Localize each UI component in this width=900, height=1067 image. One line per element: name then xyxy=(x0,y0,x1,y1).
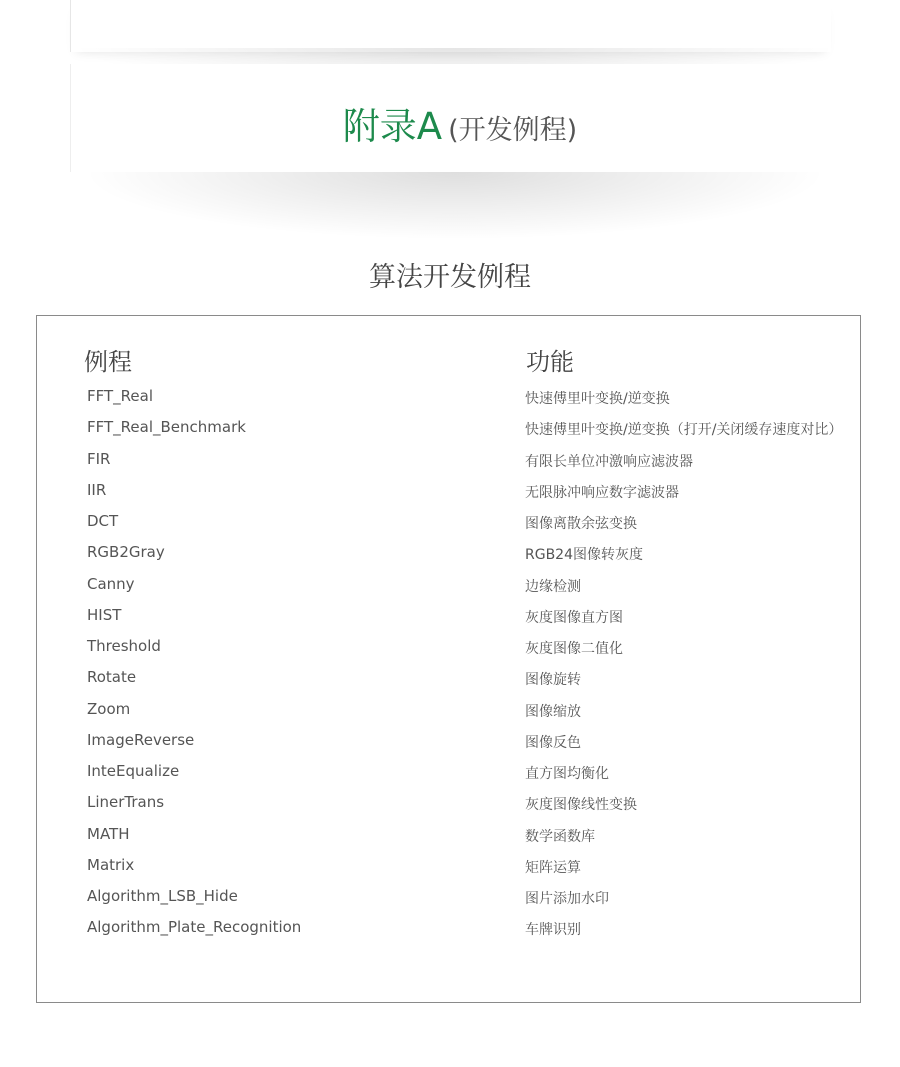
table-row xyxy=(0,759,900,790)
appendix-title xyxy=(0,96,900,150)
column-header-routine: 例程 xyxy=(84,348,132,376)
routine-function: 车牌识别 xyxy=(525,922,581,939)
routine-function: 快速傅里叶变换/逆变换 xyxy=(525,391,670,407)
table-row xyxy=(0,415,900,446)
routine-name: FFT_Real_Benchmark xyxy=(87,418,246,437)
table-row xyxy=(0,822,900,853)
routine-name: FIR xyxy=(87,449,111,468)
table-row xyxy=(0,540,900,571)
table-row xyxy=(0,447,900,478)
routine-function: 数学函数库 xyxy=(525,828,595,845)
routine-name: Algorithm_Plate_Recognition xyxy=(87,918,302,937)
routine-name: Rotate xyxy=(87,668,137,687)
routine-name: Canny xyxy=(87,574,135,593)
routine-name: HIST xyxy=(87,605,122,624)
table-row xyxy=(0,884,900,915)
routine-name: Zoom xyxy=(87,699,131,718)
routine-name: LinerTrans xyxy=(87,793,165,812)
routine-function: 矩阵运算 xyxy=(525,859,581,876)
routine-function: 直方图均衡化 xyxy=(525,766,609,782)
table-row xyxy=(0,634,900,665)
routine-name: FFT_Real xyxy=(87,387,153,405)
routine-function: 图像旋转 xyxy=(525,672,581,689)
routine-function: 图像反色 xyxy=(525,734,581,751)
banner-shadow-bottom xyxy=(70,172,840,242)
routine-name: Algorithm_LSB_Hide xyxy=(87,887,238,905)
appendix-title-main: 附录A xyxy=(342,105,443,148)
table-row xyxy=(0,697,900,728)
routine-function: 灰度图像线性变换 xyxy=(525,797,637,814)
table-rows xyxy=(0,384,900,947)
table-row xyxy=(0,853,900,884)
routine-function: 灰度图像二值化 xyxy=(525,641,623,657)
routine-name: InteEqualize xyxy=(87,762,180,780)
routine-name: Matrix xyxy=(87,855,135,874)
top-card xyxy=(70,0,831,52)
routine-name: IIR xyxy=(87,480,107,499)
section-title: 算法开发例程 xyxy=(369,262,531,293)
routine-function: RGB24图像转灰度 xyxy=(525,547,643,564)
table-row xyxy=(0,478,900,509)
table-row xyxy=(0,790,900,821)
routine-function: 无限脉冲响应数字滤波器 xyxy=(525,484,679,501)
appendix-title-sub: (开发例程) xyxy=(448,115,578,146)
routine-function: 边缘检测 xyxy=(525,578,581,595)
routine-function: 有限长单位冲激响应滤波器 xyxy=(525,453,693,470)
table-row xyxy=(0,572,900,603)
routine-function: 图像缩放 xyxy=(525,703,581,720)
column-header-function: 功能 xyxy=(526,348,574,376)
routine-name: ImageReverse xyxy=(87,730,195,749)
table-row xyxy=(0,384,900,415)
routine-name: DCT xyxy=(87,512,119,530)
routine-name: MATH xyxy=(87,824,130,843)
routine-function: 灰度图像直方图 xyxy=(525,609,623,626)
routine-function: 图片添加水印 xyxy=(525,891,609,907)
table-row xyxy=(0,665,900,696)
table-row xyxy=(0,603,900,634)
routine-name: RGB2Gray xyxy=(87,543,165,562)
table-row xyxy=(0,915,900,946)
routine-function: 图像离散余弦变换 xyxy=(525,516,637,532)
routine-function: 快速傅里叶变换/逆变换（打开/关闭缓存速度对比） xyxy=(525,422,843,439)
table-row xyxy=(0,509,900,540)
routine-name: Threshold xyxy=(87,637,161,655)
table-row xyxy=(0,728,900,759)
